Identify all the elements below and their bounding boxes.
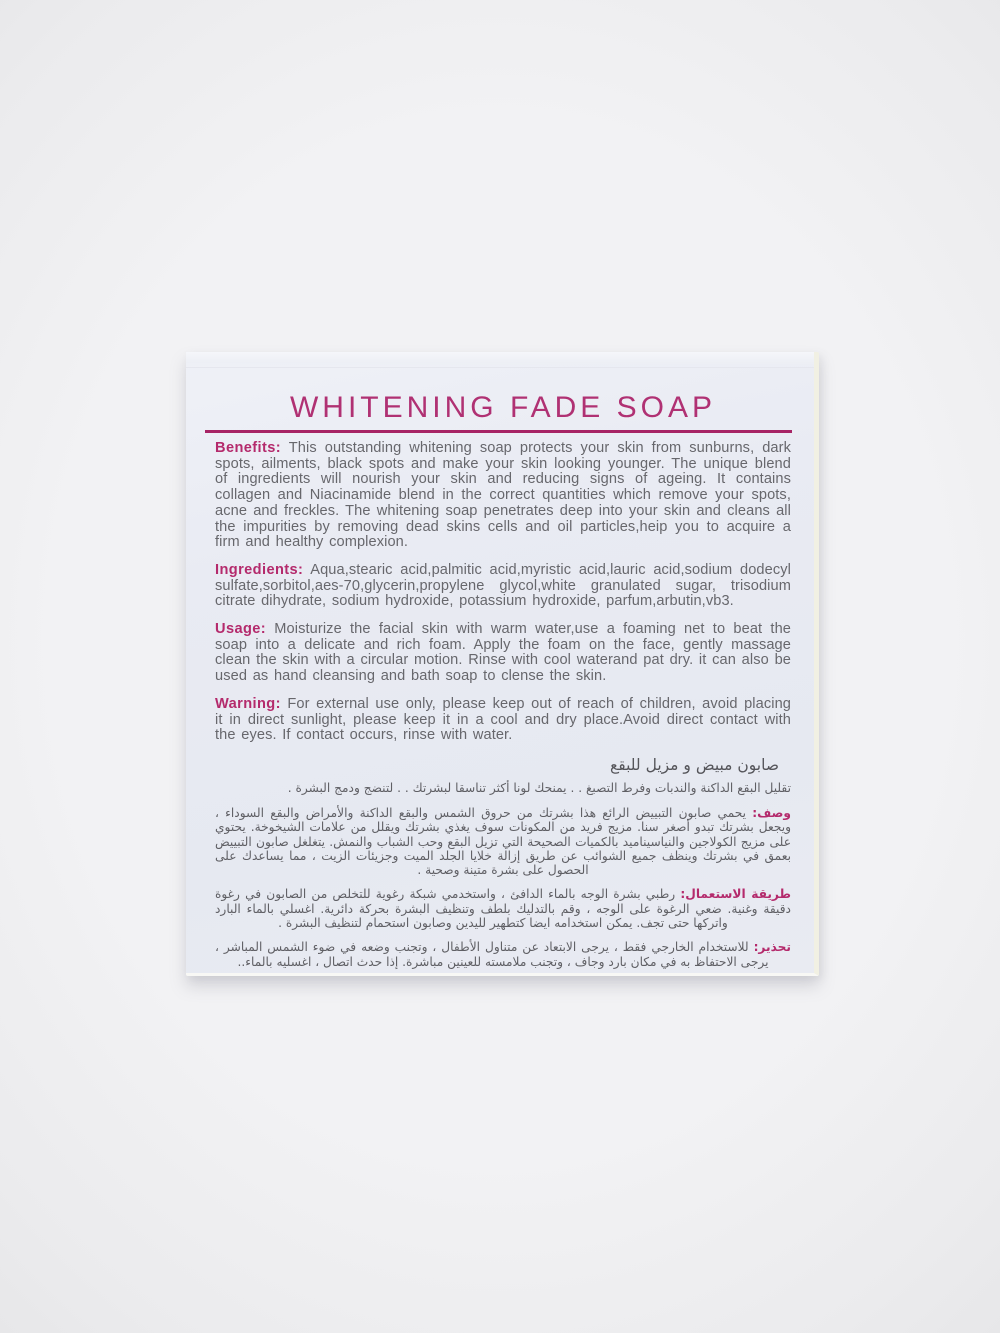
arabic-sections [215, 756, 791, 969]
title-underline [205, 430, 792, 433]
arabic-usage-paragraph [215, 887, 791, 930]
arabic-warning-text: للاستخدام الخارجي فقط ، يرجى الابتعاد عن متناول الأطفال ، وتجنب وضعه في ضوء الشمس المباشر ، يرجى الاحتفاظ به في مكان بارد وجاف ، وتجنب ملامسته للعينين مباشرة. إذا حدث اتصال ، اغسليه بالماء.. [215, 940, 769, 969]
usage-text: Moisturize the facial skin with warm water,use a foaming net to beat the soap into a delicate and rich foam. Apply the foam on the face, gently massage clean the skin with a circular motion. Rinse with cool waterand pat dry. it can also be used as hand cleansing and bath soap to clense the skin. [215, 621, 792, 685]
panel-content [186, 391, 814, 969]
arabic-description-text: يحمي صابون التبييض الرائع هذا بشرتك من حروق الشمس والبقع الداكنة والأمراض والبقع السوداء ، ويجعل بشرتك تبدو أصغر سنا. مزيج فريد من المكونات سوف يغذي بشرتك ويقلل من علامات الشيخوخة. يحتوي على مزيج الكولاجين والنياسيناميد بالكميات الصحيحة التي تزيل البقع وحب الشباب والنمش. يتغلغل صابون التبييض بعمق في بشرتك وينظف جميع الشوائب عن طريق إزالة خلايا الجلد الميت وجزيئات الزيت ، مما يساعدك على الحصول على بشرة متينة وصحية . [215, 805, 791, 878]
warning-paragraph [215, 697, 791, 744]
arabic-warning-paragraph [215, 940, 791, 969]
arabic-warning-label: تحذير: [753, 940, 791, 955]
arabic-description-label: وصف: [752, 805, 792, 820]
arabic-product-heading: صابون مبيض و مزيل للبقع [610, 755, 779, 774]
box-top-crease [186, 352, 814, 368]
warning-label: Warning: [215, 695, 281, 712]
usage-label: Usage: [215, 621, 267, 638]
benefits-label: Benefits: [215, 440, 282, 456]
arabic-description-paragraph [215, 806, 791, 877]
english-sections [215, 441, 791, 744]
benefits-text: This outstanding whitening soap protects your skin from sunburns, dark spots, ailments, black spots and make your skin looking younger. The unique blend of ingredients will nourish your skin and reducing signs of ageing. It contains collagen and Niacinamide blend in the correct quantities which remove your spots, acne and freckles. The whitening soap penetrates deep into your skin and cleans all the impurities by removing dead skins cells and oil particles,heip you to acquire a firm and healthy complexion. [215, 440, 791, 551]
arabic-usage-label: طريقة الاستعمال: [680, 887, 791, 902]
warning-text: For external use only, please keep out of reach of children, avoid placing it in direct sunlight, please keep it in a cool and dry place.Avoid direct contact with the eyes. If contact occurs, rinse with water. [215, 695, 792, 744]
arabic-subheading: تقليل البقع الداكنة والندبات وفرط التصبغ . . يمنحك لونا أكثر تناسقا لبشرتك . . لتنضج ودمج البشرة . [287, 780, 791, 795]
ingredients-paragraph [215, 563, 791, 610]
ingredients-text: Aqua,stearic acid,palmitic acid,myristic acid,lauric acid,sodium dodecyl sulfate,sorbitol,aes-70,glycerin,propylene glycol,white granulated sugar, trisodium citrate dihydrate, sodium hydroxide, potassium hydroxide, parfum,arbutin,vb3. [215, 561, 791, 610]
soap-box-back-panel [186, 352, 819, 976]
benefits-paragraph [215, 441, 791, 551]
ingredients-label: Ingredients: [215, 561, 304, 578]
arabic-usage-text: رطبي بشرة الوجه بالماء الدافئ ، واستخدمي شبكة رغوية للتخلص من الصابون في رغوة دقيقة وغنية. ضعي الرغوة على الوجه ، وقم بالتدليك بلطف وتنظيف البشرة بحركة دائرية. اغسلي بالماء البارد واتركها حتى تجف. يمكن استخدامه ايضا كتطهير لليدين وصابون استحمام لتنظيف البشرة . [215, 887, 791, 931]
product-title: WHITENING FADE SOAP [289, 391, 717, 424]
usage-paragraph [215, 622, 791, 685]
